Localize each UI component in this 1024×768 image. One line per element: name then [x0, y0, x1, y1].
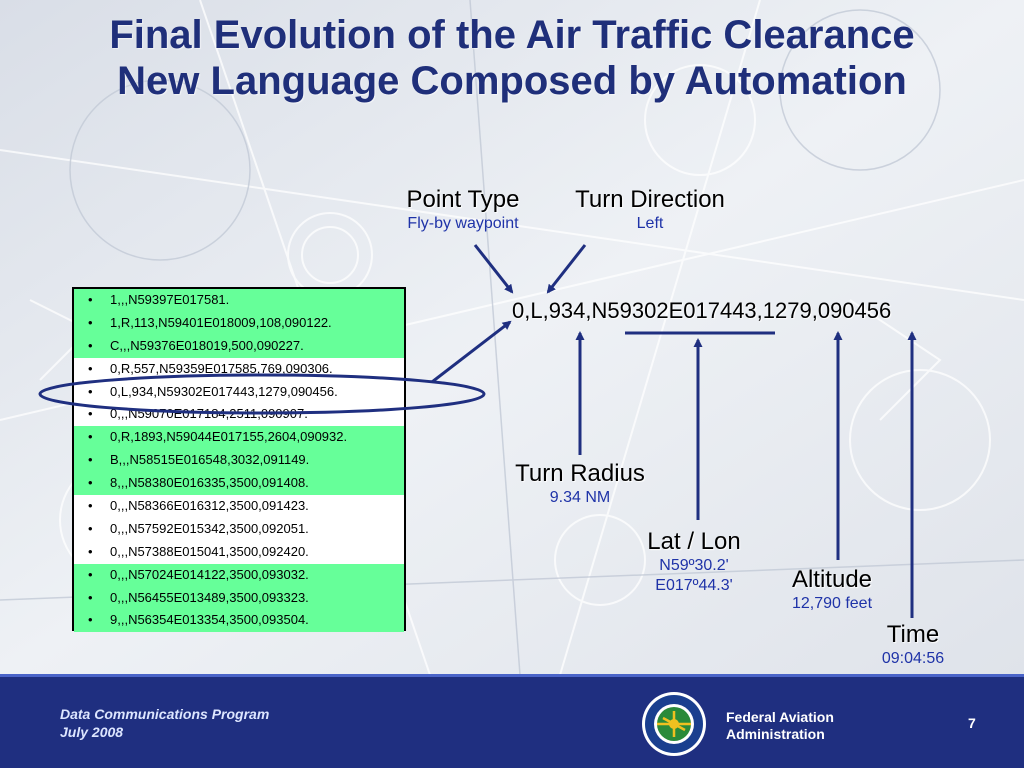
bullet-icon: •	[88, 475, 93, 491]
list-item	[74, 472, 404, 495]
footer-bar	[0, 674, 1024, 768]
program-name: Data Communications Program	[60, 706, 270, 722]
faa-seal-icon	[641, 691, 707, 757]
bullet-icon: •	[88, 452, 93, 468]
list-item-text: C,,,N59376E018019,500,090227.	[110, 337, 304, 353]
list-item	[74, 289, 404, 312]
list-item	[74, 312, 404, 335]
faa-name-line-1: Federal Aviation	[726, 709, 834, 725]
waypoint-list	[72, 287, 406, 631]
lat-lon-title: Lat / Lon	[647, 528, 741, 555]
slide-title	[0, 12, 1024, 104]
bullet-icon: •	[88, 314, 93, 330]
clearance-code: 0,L,934,N59302E017443,1279,090456	[512, 298, 892, 323]
title-line-2: New Language Composed by Automation	[117, 59, 907, 103]
bullet-icon: •	[88, 612, 93, 628]
list-item-text: 1,,,N59397E017581.	[110, 292, 230, 307]
bullet-icon: •	[88, 520, 93, 536]
list-item	[74, 564, 404, 587]
list-item	[74, 381, 404, 404]
altitude-label	[762, 566, 902, 614]
list-item-text: 0,,,N59070E017184,2511,090907.	[110, 406, 308, 422]
list-item-text: B,,,N58515E016548,3032,091149.	[110, 452, 310, 468]
turn-direction-title: Turn Direction	[575, 186, 725, 213]
bullet-icon: •	[88, 292, 93, 307]
list-item	[74, 587, 404, 610]
turn-radius-label	[495, 460, 665, 508]
turn-direction-value: Left	[636, 215, 664, 232]
list-item	[74, 541, 404, 564]
turn-radius-value: 9.34 NM	[549, 489, 611, 506]
bullet-icon: •	[88, 498, 93, 514]
list-item-text: 1,R,113,N59401E018009,108,090122.	[110, 314, 332, 330]
list-item-text: 0,R,557,N59359E017585,769,090306.	[110, 360, 333, 376]
bullet-icon: •	[88, 566, 93, 582]
point-type-value: Fly-by waypoint	[407, 215, 519, 232]
list-item	[74, 358, 404, 381]
altitude-title: Altitude	[791, 566, 873, 593]
title-line-1: Final Evolution of the Air Traffic Clearance	[109, 13, 915, 57]
list-item	[74, 403, 404, 426]
bullet-icon: •	[88, 589, 93, 605]
time-title: Time	[886, 621, 940, 648]
bullet-icon: •	[88, 383, 93, 399]
footer-program-info	[60, 705, 269, 741]
page-number: 7	[968, 715, 976, 731]
faa-name	[726, 709, 834, 743]
point-type-label	[378, 186, 548, 234]
list-item-text: 0,,,N58366E016312,3500,091423.	[110, 498, 309, 514]
longitude-value: E017º44.3'	[655, 577, 733, 594]
bullet-icon: •	[88, 337, 93, 353]
list-item-text: 0,,,N57592E015342,3500,092051.	[110, 520, 309, 536]
bullet-icon: •	[88, 543, 93, 559]
list-item-text: 9,,,N56354E013354,3500,093504.	[110, 612, 309, 628]
altitude-value: 12,790 feet	[791, 595, 873, 612]
program-date: July 2008	[60, 724, 124, 740]
bullet-icon: •	[88, 429, 93, 445]
list-item-text: 0,,,N57388E015041,3500,092420.	[110, 543, 309, 559]
list-item	[74, 518, 404, 541]
list-item-text: 0,L,934,N59302E017443,1279,090456.	[110, 383, 338, 399]
list-item	[74, 449, 404, 472]
list-item-text: 0,R,1893,N59044E017155,2604,090932.	[110, 429, 348, 445]
list-item	[74, 609, 404, 632]
list-item	[74, 426, 404, 449]
turn-radius-title: Turn Radius	[515, 460, 645, 487]
faa-name-line-2: Administration	[726, 726, 825, 742]
bullet-icon: •	[88, 406, 93, 422]
turn-direction-label	[555, 186, 745, 234]
list-item-text: 8,,,N58380E016335,3500,091408.	[110, 475, 309, 491]
time-value: 09:04:56	[881, 650, 945, 667]
list-item-text: 0,,,N57024E014122,3500,093032.	[110, 566, 309, 582]
list-item	[74, 495, 404, 518]
bullet-icon: •	[88, 360, 93, 376]
latitude-value: N59º30.2'	[659, 557, 729, 574]
point-type-title: Point Type	[406, 186, 520, 213]
lat-lon-label	[622, 528, 766, 596]
time-label	[863, 621, 963, 669]
list-item	[74, 335, 404, 358]
list-item-text: 0,,,N56455E013489,3500,093323.	[110, 589, 309, 605]
